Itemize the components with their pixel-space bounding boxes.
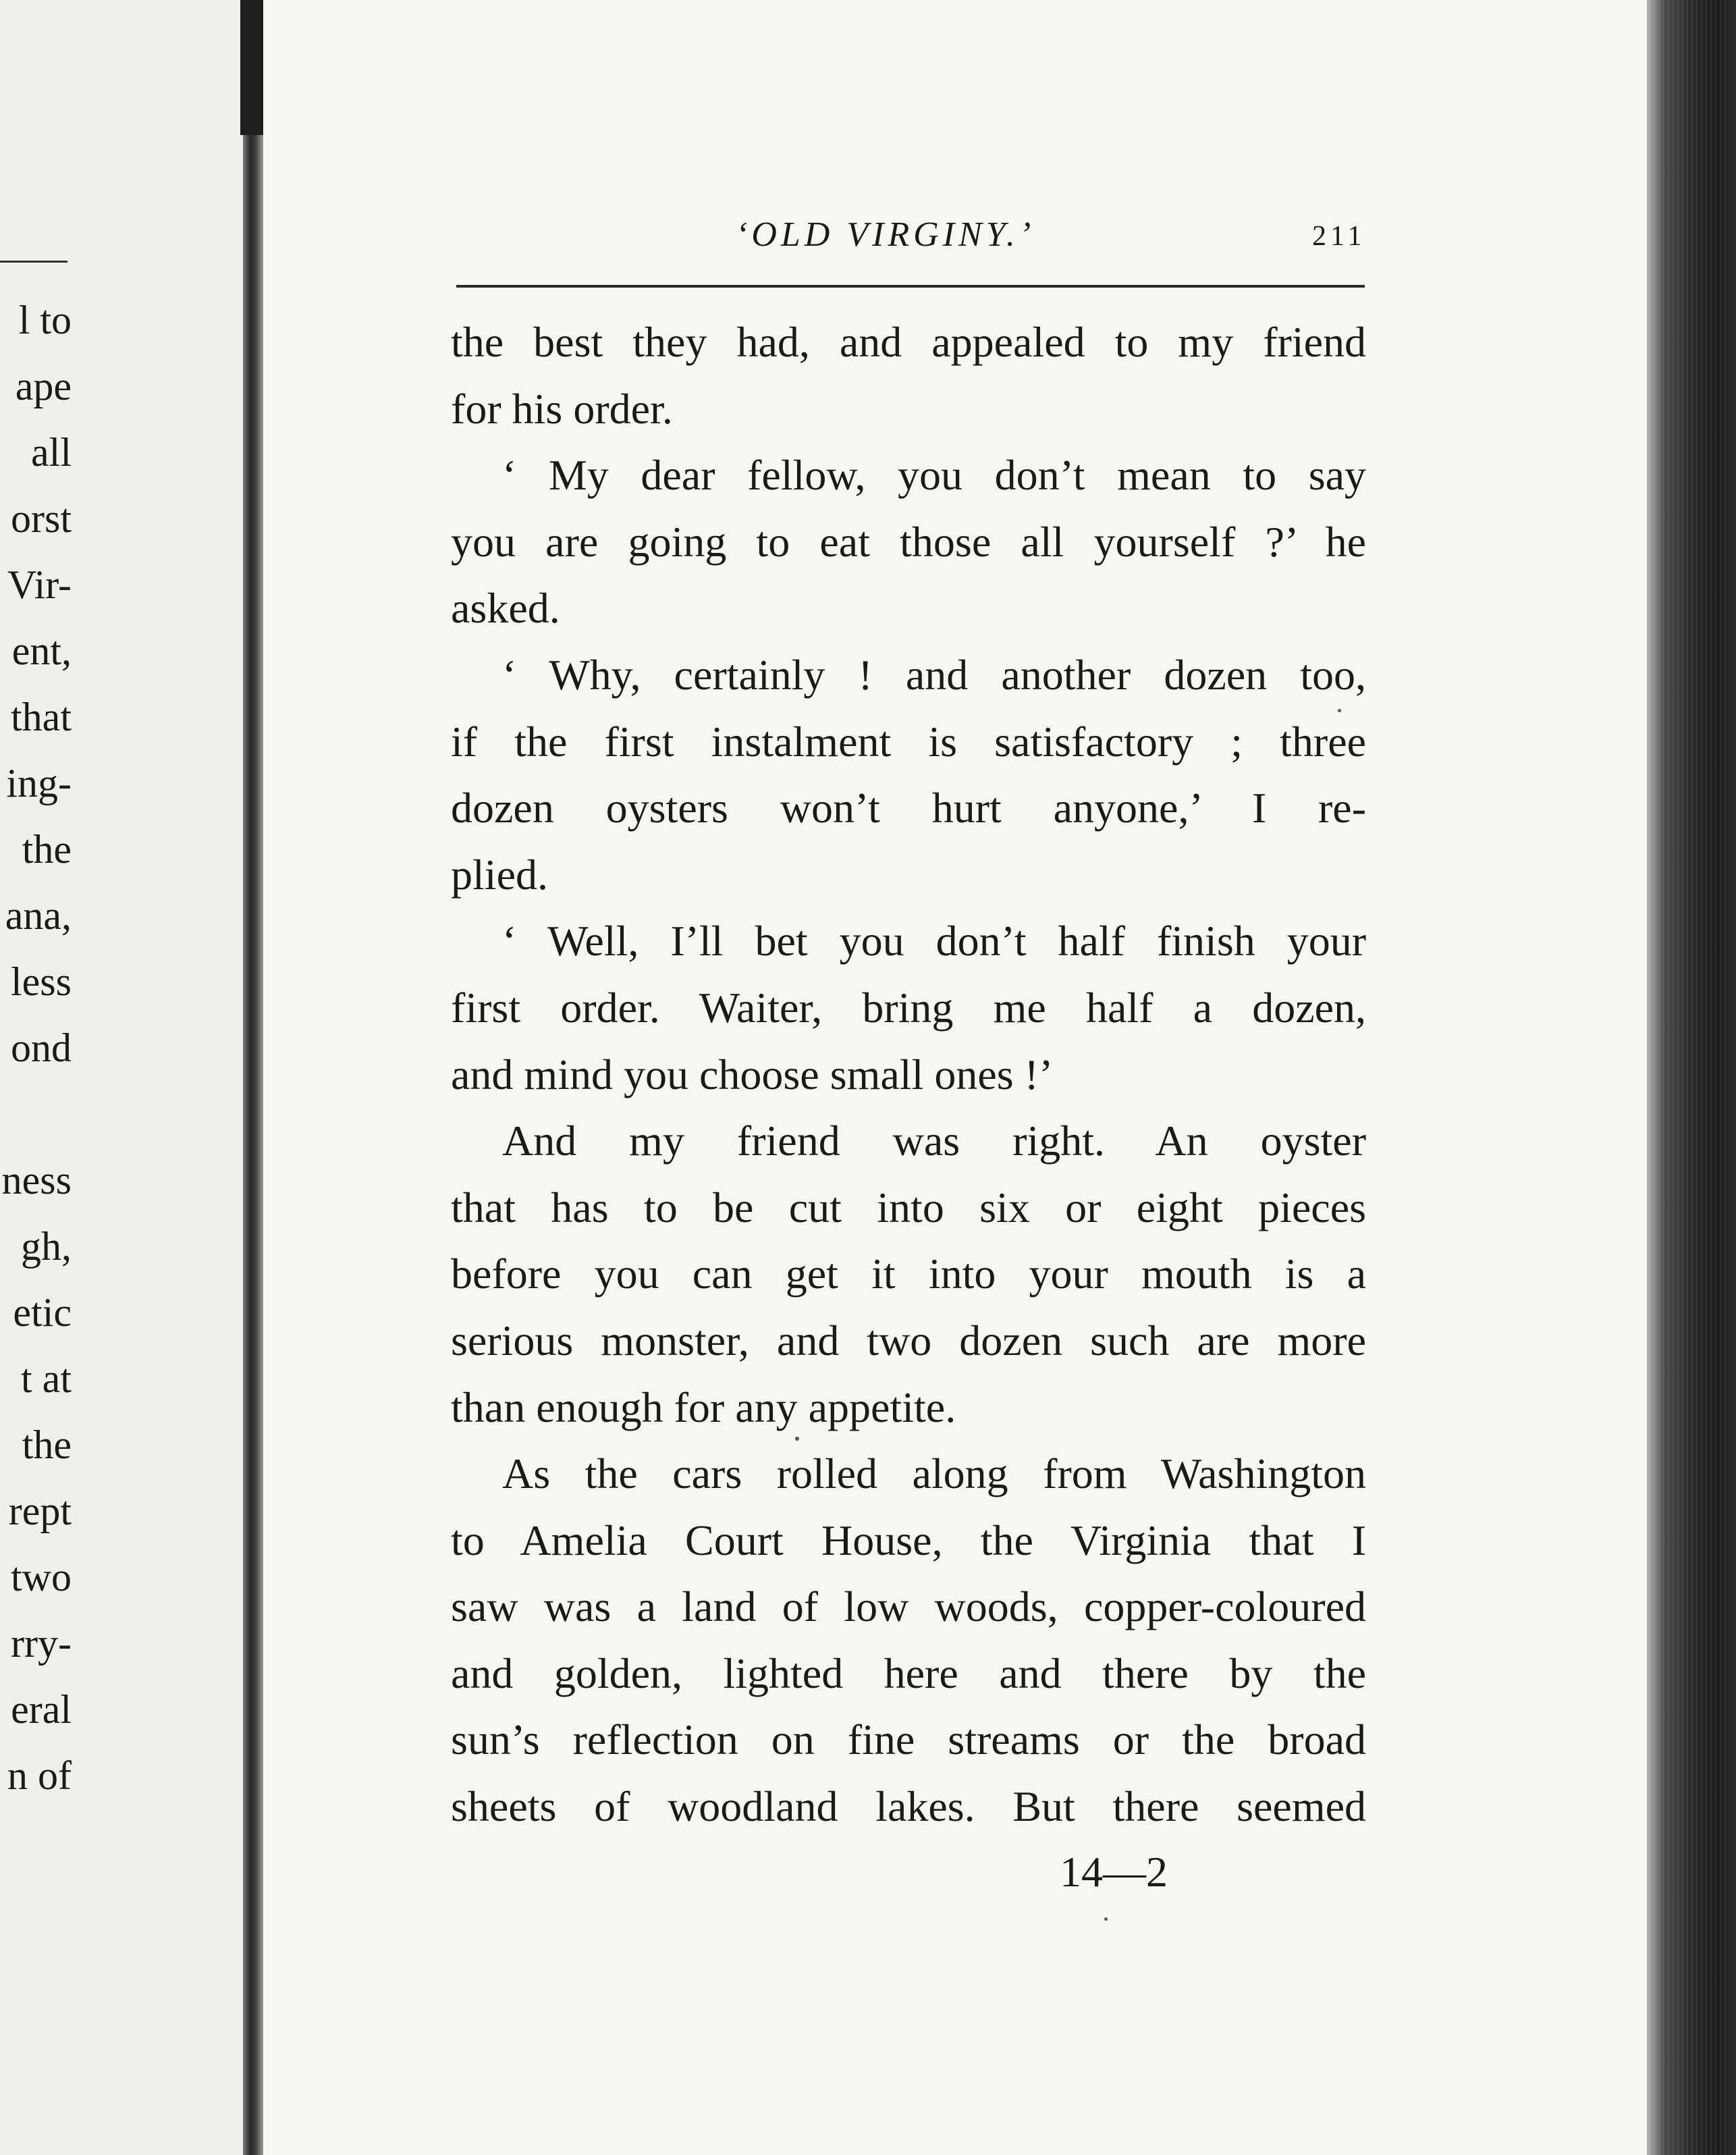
previous-page-line: less [11,959,72,1004]
text-line: the best they had, and appealed to my friend [451,318,1366,366]
text-line: asked. [451,584,560,633]
previous-page-line: ness [1,1158,72,1202]
body-text [451,309,1366,1840]
previous-page-line: Vir- [7,562,72,607]
text-line: serious monster, and two dozen such are more [451,1316,1366,1364]
previous-page-line: ent, [11,629,72,673]
previous-page [0,0,243,2155]
text-line: first order. Waiter, bring me half a dozen, [451,983,1366,1032]
previous-page-line: eral [11,1687,72,1732]
previous-page-line: l to [18,298,72,342]
text-line: that has to be cut into six or eight pieces [451,1183,1366,1231]
previous-page-line: two [11,1555,72,1599]
text-line: dozen oysters won’t hurt anyone,’ I re- [451,784,1366,832]
ink-speck [795,1437,799,1441]
header-rule [456,285,1365,288]
text-line: sun’s reflection on fine streams or the broad [451,1715,1366,1764]
text-line: ‘ My dear fellow, you don’t mean to say [502,451,1366,500]
previous-page-line: ond [11,1026,72,1070]
ink-speck [1104,1917,1108,1921]
previous-page-line: all [31,430,72,475]
previous-page-text [0,287,72,1809]
page-number: 211 [1312,221,1366,252]
signature-mark: 14—2 [1060,1848,1168,1896]
previous-page-line: ana, [5,893,72,938]
text-line: before you can get it into your mouth is a [451,1250,1366,1298]
text-line: And my friend was right. An oyster [502,1117,1366,1165]
text-line: than enough for any appetite. [451,1383,956,1431]
previous-page-line: orst [11,496,72,541]
text-line: ‘ Why, certainly ! and another dozen too, [502,650,1366,699]
previous-page-line: ape [15,364,72,408]
text-line: As the cars rolled along from Washington [502,1449,1366,1498]
text-line: saw was a land of low woods, copper-coloured [451,1582,1366,1631]
previous-page-line: ing- [6,761,72,805]
text-line: plied. [451,850,548,899]
text-line: and golden, lighted here and there by the [451,1649,1366,1697]
previous-page-line: the [22,827,72,872]
text-line: sheets of woodland lakes. But there seemed [451,1782,1366,1831]
page-edges-texture [1654,0,1728,2155]
text-line: ‘ Well, I’ll bet you don’t half finish your [502,917,1366,965]
previous-page-line: rry- [11,1621,72,1666]
previous-page-line: the [22,1422,72,1467]
previous-page-line: etic [13,1290,72,1335]
text-line: for his order. [451,384,673,433]
text-line: you are going to eat those all yourself ?’ he [451,517,1366,566]
previous-page-line: t at [21,1356,72,1401]
running-head: ‘OLD VIRGINY.’ [736,215,1035,254]
previous-page-line: rept [8,1489,72,1533]
previous-page-line: n of [7,1753,72,1798]
text-line: to Amelia Court House, the Virginia that I [451,1516,1366,1564]
ink-speck [1338,709,1341,712]
previous-page-line: gh, [21,1224,72,1269]
previous-page-line: that [11,695,72,739]
text-line: if the first instalment is satisfactory ; three [451,717,1366,766]
book-gutter [243,0,263,2155]
previous-page-line [0,1081,72,1147]
previous-page-rule [0,261,67,263]
text-line: and mind you choose small ones !’ [451,1050,1054,1098]
